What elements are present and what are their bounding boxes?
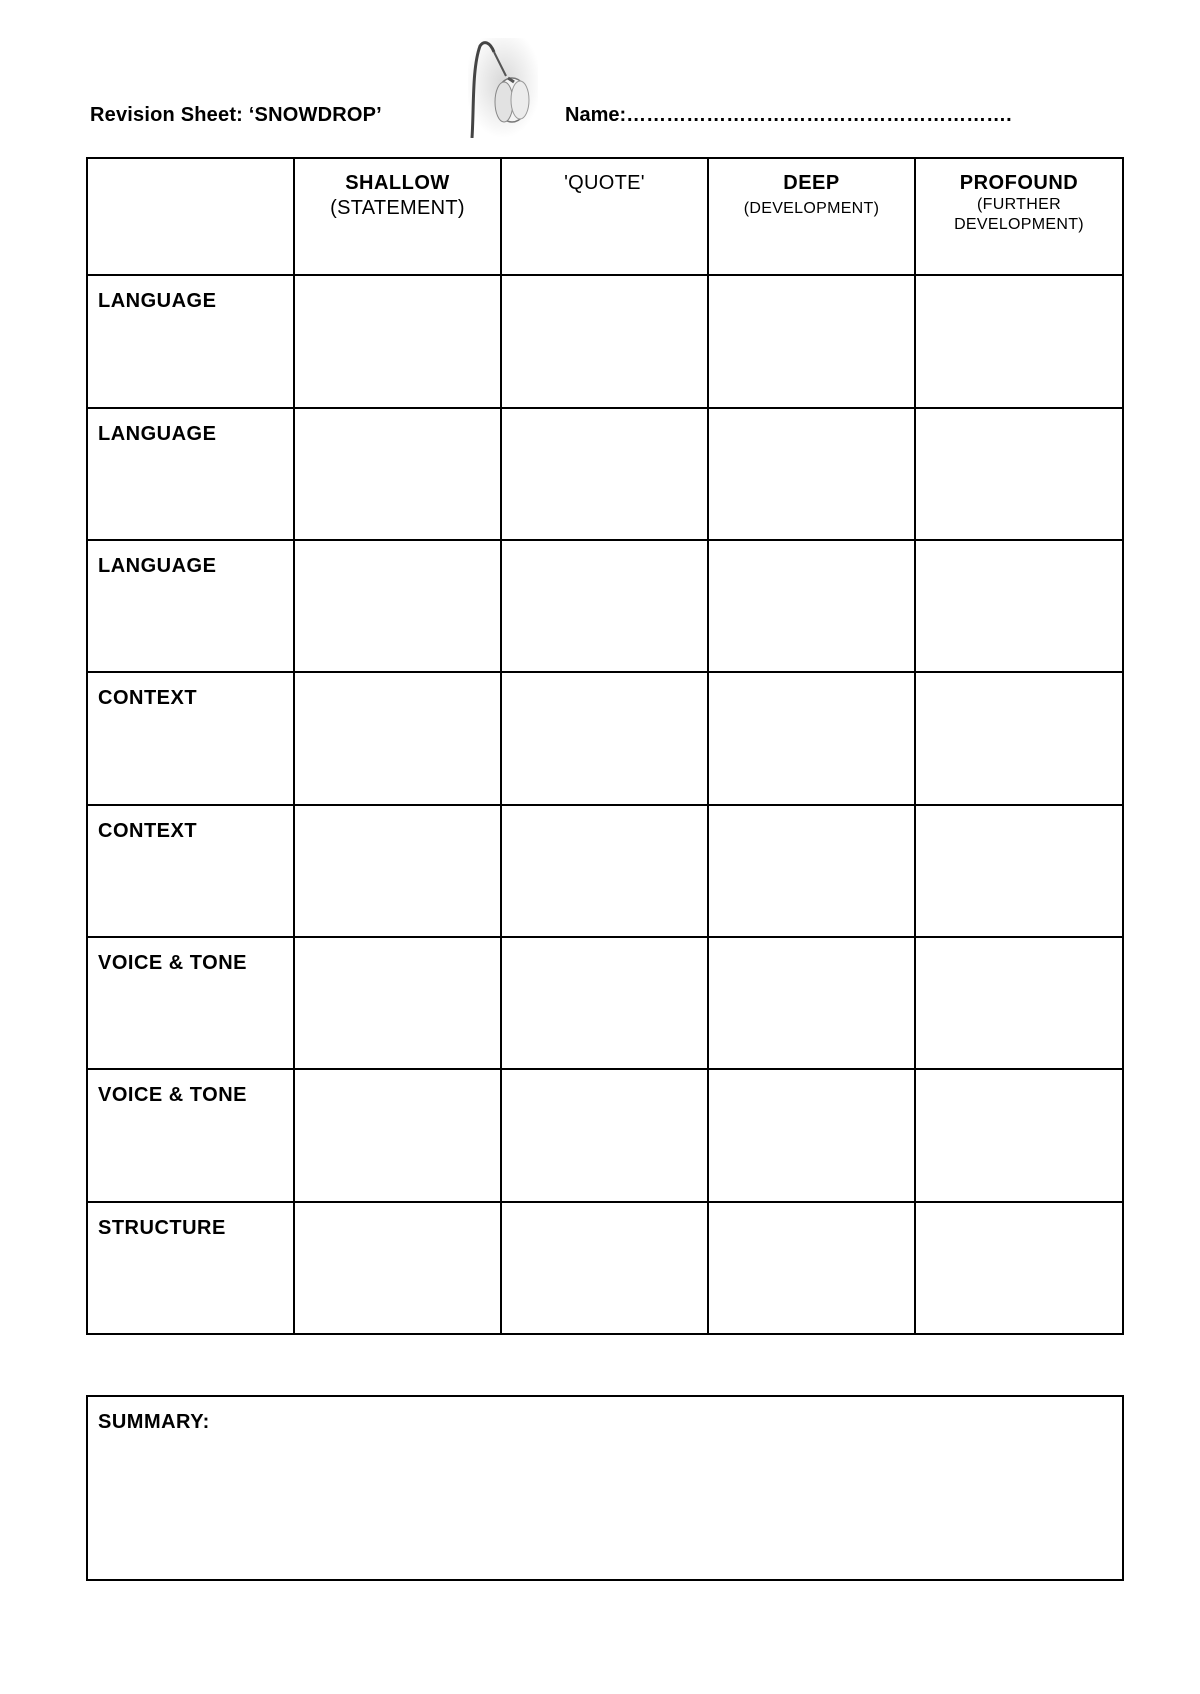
answer-cell[interactable] xyxy=(915,937,1123,1069)
answer-cell[interactable] xyxy=(501,540,708,672)
answer-cell[interactable] xyxy=(294,1069,501,1201)
column-subtitle: (STATEMENT) xyxy=(330,197,465,219)
answer-cell[interactable] xyxy=(501,1069,708,1201)
table-row xyxy=(87,1202,1123,1334)
answer-cell[interactable] xyxy=(915,1069,1123,1201)
answer-cell[interactable] xyxy=(501,672,708,804)
answer-cell[interactable] xyxy=(294,805,501,937)
table-row xyxy=(87,937,1123,1069)
answer-cell[interactable] xyxy=(708,540,915,672)
row-label: LANGUAGE xyxy=(98,554,217,577)
snowdrop-flower-icon xyxy=(468,38,538,138)
row-label: CONTEXT xyxy=(98,687,198,710)
table-row xyxy=(87,805,1123,937)
row-label-cell xyxy=(87,805,294,937)
name-field[interactable]: Name:…………………………………………………. xyxy=(565,104,1012,126)
table-row xyxy=(87,672,1123,804)
summary-label: SUMMARY: xyxy=(98,1411,210,1433)
column-subtitle: (FURTHER xyxy=(977,196,1061,213)
page-header xyxy=(0,0,1200,150)
answer-cell[interactable] xyxy=(294,672,501,804)
column-subtitle-line2: DEVELOPMENT) xyxy=(954,216,1084,233)
answer-cell[interactable] xyxy=(501,805,708,937)
answer-cell[interactable] xyxy=(915,408,1123,540)
row-label-cell xyxy=(87,672,294,804)
table-row xyxy=(87,275,1123,407)
summary-box[interactable] xyxy=(86,1395,1124,1581)
answer-cell[interactable] xyxy=(294,275,501,407)
answer-cell[interactable] xyxy=(915,275,1123,407)
answer-cell[interactable] xyxy=(708,1202,915,1334)
row-label-cell xyxy=(87,1202,294,1334)
row-label: STRUCTURE xyxy=(98,1216,226,1239)
row-label: VOICE & TONE xyxy=(98,951,247,974)
header-cell-empty xyxy=(87,158,294,275)
column-title: SHALLOW xyxy=(345,172,450,194)
answer-cell[interactable] xyxy=(294,1202,501,1334)
row-label: CONTEXT xyxy=(98,819,198,842)
sheet-title: Revision Sheet: ‘SNOWDROP’ xyxy=(90,104,382,126)
answer-cell[interactable] xyxy=(708,805,915,937)
answer-cell[interactable] xyxy=(708,408,915,540)
table-row xyxy=(87,408,1123,540)
table-row xyxy=(87,540,1123,672)
answer-cell[interactable] xyxy=(915,672,1123,804)
header-cell-deep xyxy=(708,158,915,275)
revision-table xyxy=(86,157,1124,1335)
row-label-cell xyxy=(87,937,294,1069)
row-label-cell xyxy=(87,1069,294,1201)
row-label-cell xyxy=(87,408,294,540)
answer-cell[interactable] xyxy=(501,1202,708,1334)
answer-cell[interactable] xyxy=(915,805,1123,937)
answer-cell[interactable] xyxy=(708,275,915,407)
table-header-row xyxy=(87,158,1123,275)
row-label-cell xyxy=(87,275,294,407)
table-row xyxy=(87,1069,1123,1201)
answer-cell[interactable] xyxy=(501,275,708,407)
header-cell-quote xyxy=(501,158,708,275)
column-title: DEEP xyxy=(783,172,840,194)
row-label: VOICE & TONE xyxy=(98,1084,247,1107)
row-label: LANGUAGE xyxy=(98,422,217,445)
answer-cell[interactable] xyxy=(915,1202,1123,1334)
answer-cell[interactable] xyxy=(708,672,915,804)
answer-cell[interactable] xyxy=(294,937,501,1069)
answer-cell[interactable] xyxy=(708,937,915,1069)
answer-cell[interactable] xyxy=(501,937,708,1069)
answer-cell[interactable] xyxy=(501,408,708,540)
answer-cell[interactable] xyxy=(294,540,501,672)
row-label-cell xyxy=(87,540,294,672)
header-cell-shallow xyxy=(294,158,501,275)
answer-cell[interactable] xyxy=(708,1069,915,1201)
answer-cell[interactable] xyxy=(294,408,501,540)
column-title: PROFOUND xyxy=(959,172,1079,194)
answer-cell[interactable] xyxy=(915,540,1123,672)
column-subtitle: (DEVELOPMENT) xyxy=(743,200,880,217)
header-cell-profound xyxy=(915,158,1123,275)
row-label: LANGUAGE xyxy=(98,290,217,313)
column-title: 'QUOTE' xyxy=(564,172,645,194)
